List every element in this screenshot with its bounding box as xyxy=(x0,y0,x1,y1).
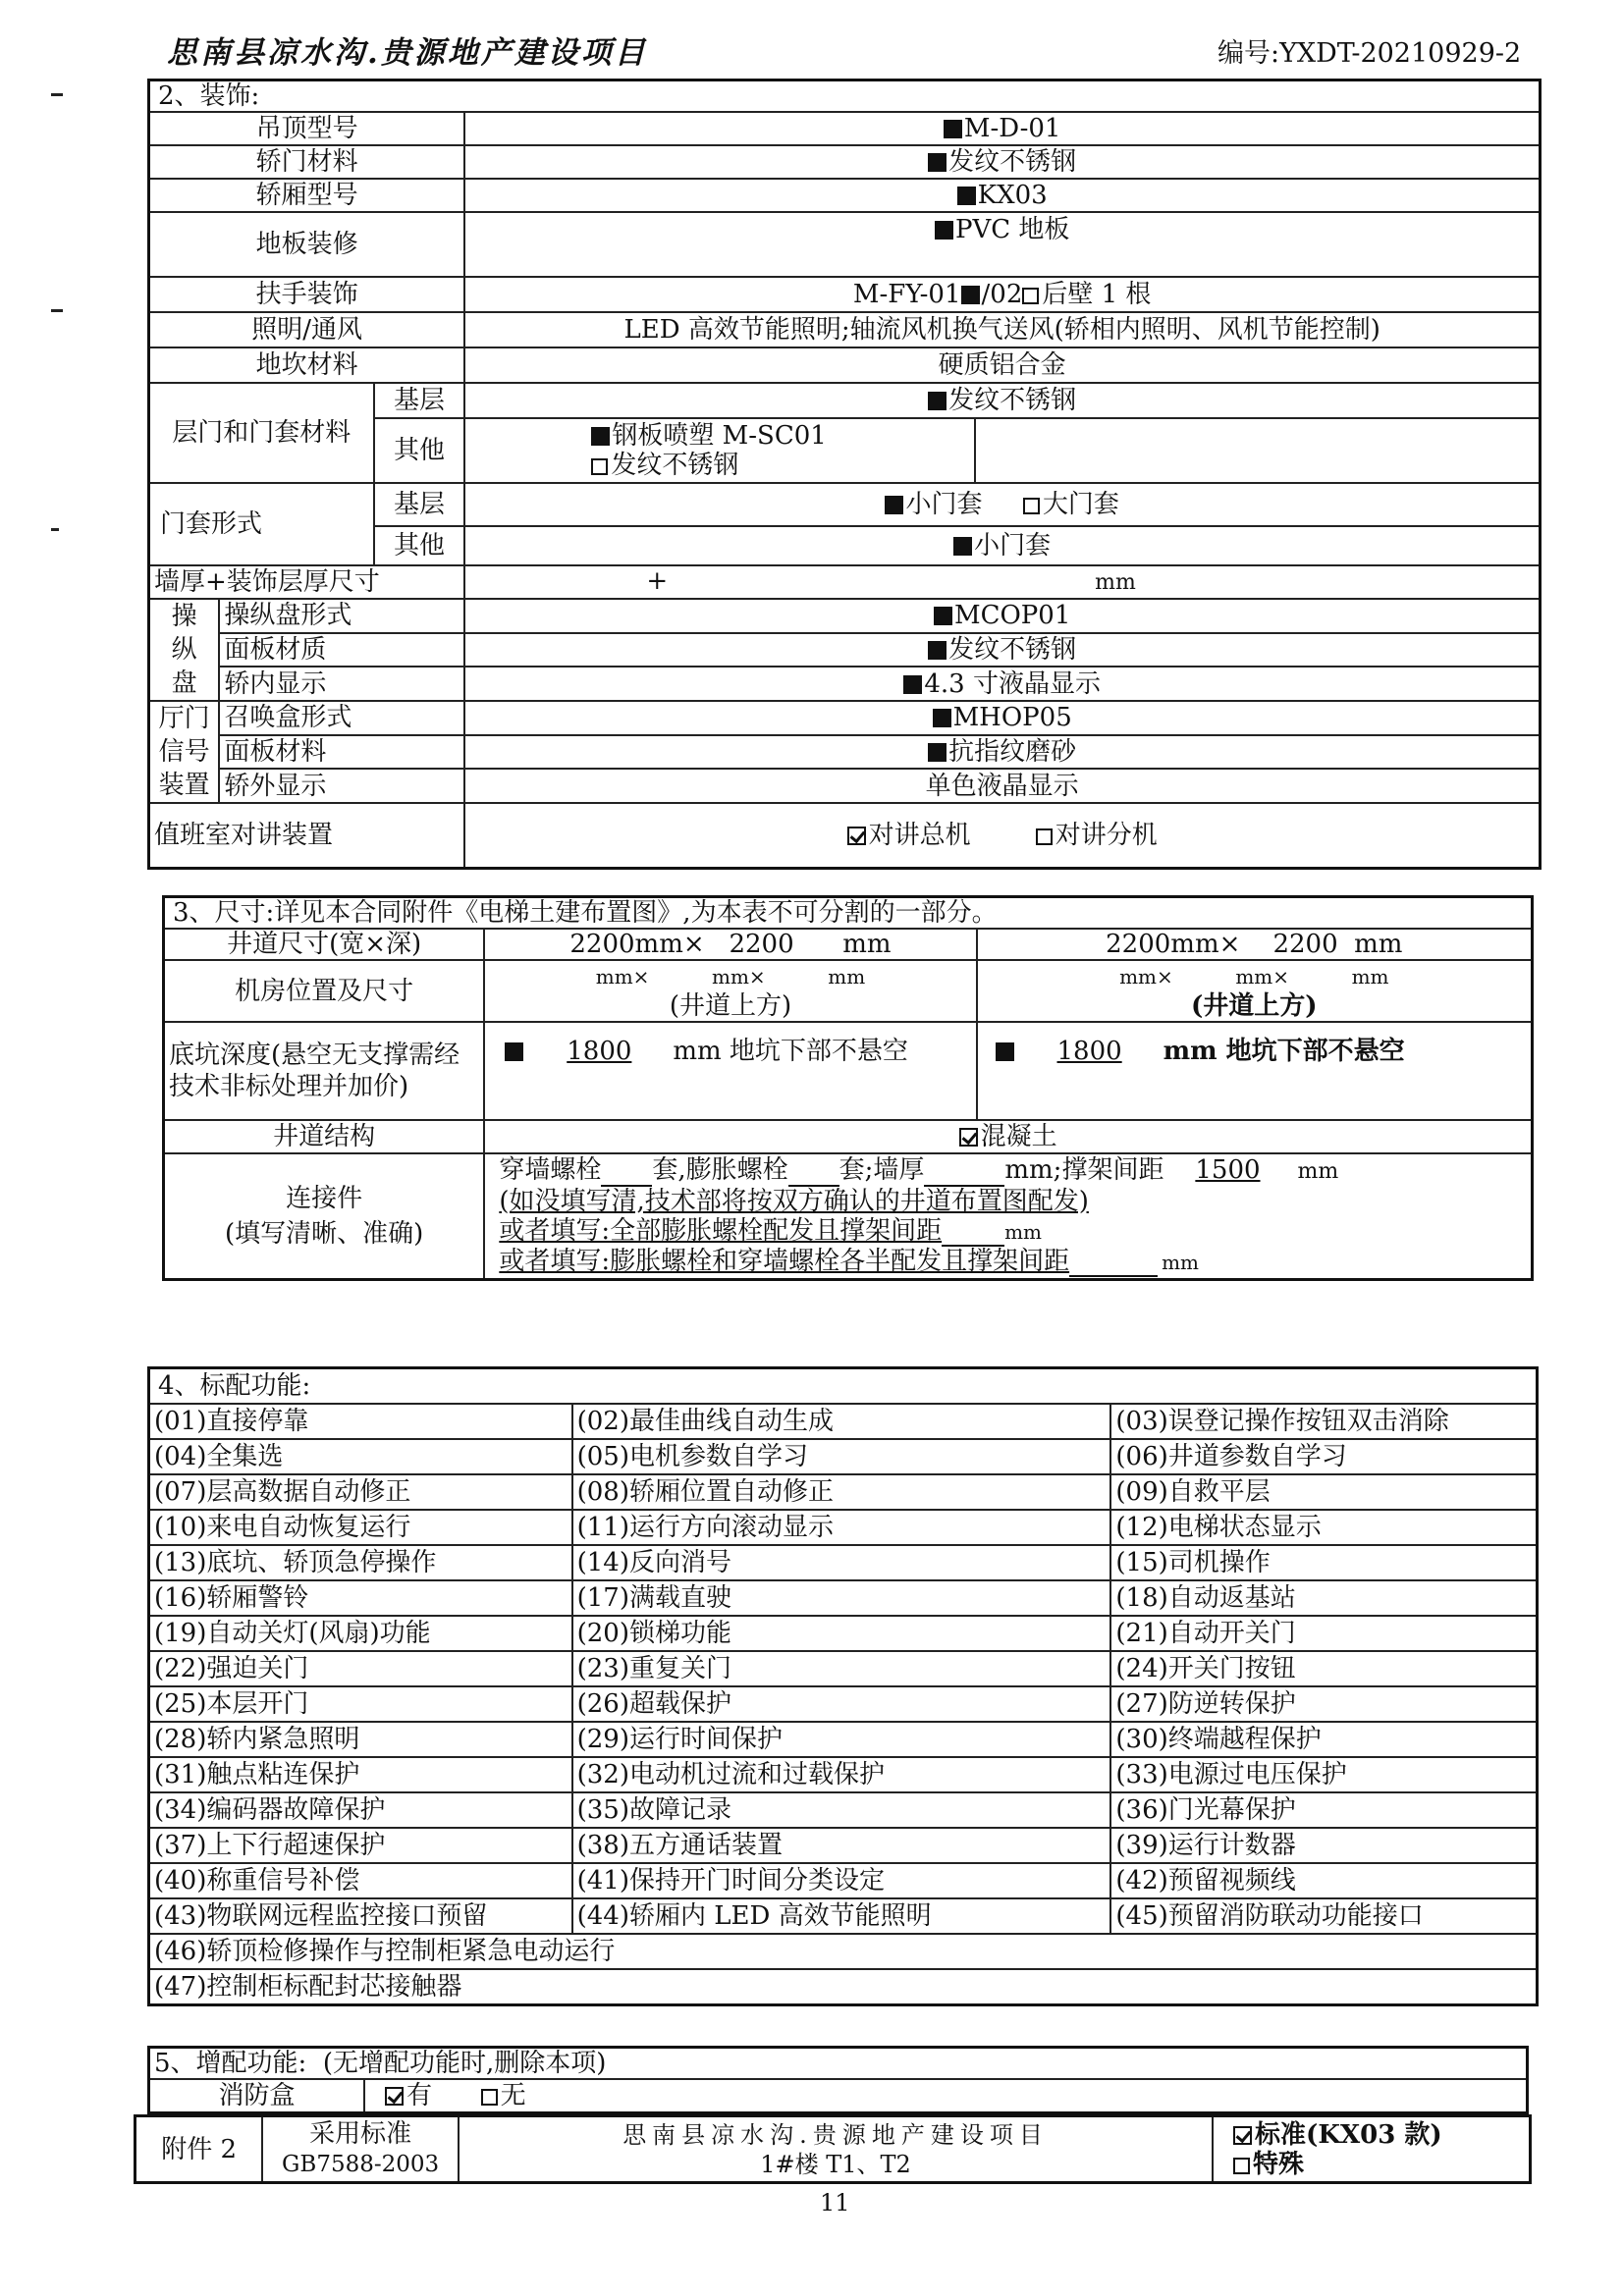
connector-label: 连接件 (填写清晰、准确) xyxy=(164,1153,485,1279)
function-item: (03)误登记操作按钮双击消除 xyxy=(1110,1404,1537,1439)
function-item: (13)底坑、轿顶急停操作 xyxy=(149,1545,572,1580)
filled-checkbox-icon xyxy=(591,427,610,446)
filled-checkbox-icon xyxy=(903,675,922,694)
frame-type-label: 门套形式 xyxy=(149,483,374,565)
function-row xyxy=(149,1510,1538,1545)
attachment-footer-table xyxy=(134,2114,1532,2184)
project-cell: 思南县凉水沟.贵源地产建设项目 1#楼 T1、T2 xyxy=(459,2116,1213,2183)
function-item: (07)层高数据自动修正 xyxy=(149,1474,572,1510)
empty-checkbox-icon xyxy=(591,458,608,475)
function-item: (35)故障记录 xyxy=(572,1792,1111,1828)
cop-display-value: 4.3 寸液晶显示 xyxy=(464,667,1540,701)
cop-display-label: 轿内显示 xyxy=(219,667,464,701)
function-item: (39)运行计数器 xyxy=(1110,1828,1537,1863)
floor-label: 地板装修 xyxy=(149,212,465,277)
function-item: (42)预留视频线 xyxy=(1110,1863,1537,1898)
function-row xyxy=(149,1863,1538,1898)
function-item: (27)防逆转保护 xyxy=(1110,1686,1537,1722)
hop-type-label: 召唤盒形式 xyxy=(219,701,464,735)
empty-checkbox-icon xyxy=(1036,828,1053,845)
document-title: 思南县凉水沟.贵源地产建设项目 xyxy=(167,35,648,71)
function-row xyxy=(149,1474,1538,1510)
document-code: 编号:YXDT-20210929-2 xyxy=(1217,38,1522,69)
ceiling-value: M-D-01 xyxy=(464,112,1540,145)
function-item: (01)直接停靠 xyxy=(149,1404,572,1439)
section-3-title: 3、尺寸:详见本合同附件《电梯土建布置图》,为本表不可分割的一部分。 xyxy=(164,897,1533,930)
cop-panel-value: 发纹不锈钢 xyxy=(464,633,1540,667)
section-5-title: 5、增配功能: (无增配功能时,删除本项) xyxy=(149,2048,1528,2080)
machine-room-b: mm× mm× mm (井道上方) xyxy=(977,960,1533,1022)
hop-type-value: MHOP05 xyxy=(464,701,1540,735)
function-item: (38)五方通话装置 xyxy=(572,1828,1111,1863)
machine-room-label: 机房位置及尺寸 xyxy=(164,960,485,1022)
other-label: 其他 xyxy=(374,418,465,483)
empty-checkbox-icon xyxy=(1023,498,1040,514)
margin-mark xyxy=(51,309,63,322)
filled-checkbox-icon xyxy=(944,120,962,138)
function-row xyxy=(149,1439,1538,1474)
function-item: (45)预留消防联动功能接口 xyxy=(1110,1898,1537,1934)
landing-base-value: 发纹不锈钢 xyxy=(464,383,1540,418)
function-item: (32)电动机过流和过载保护 xyxy=(572,1757,1111,1792)
function-row xyxy=(149,1757,1538,1792)
landing-door-label: 层门和门套材料 xyxy=(149,383,374,483)
function-item: (25)本层开门 xyxy=(149,1686,572,1722)
empty-checkbox-icon xyxy=(1233,2158,1250,2174)
function-row xyxy=(149,1898,1538,1934)
standard-functions-table xyxy=(147,1366,1539,2006)
function-item: (21)自动开关门 xyxy=(1110,1616,1537,1651)
function-item: (30)终端越程保护 xyxy=(1110,1722,1537,1757)
pit-depth-b: 1800 mm 地坑下部不悬空 xyxy=(977,1022,1533,1120)
function-row xyxy=(149,1969,1538,2005)
decoration-table xyxy=(147,79,1542,870)
function-row xyxy=(149,1545,1538,1580)
checked-checkbox-icon xyxy=(959,1128,978,1147)
margin-mark xyxy=(51,528,59,541)
base-label: 基层 xyxy=(374,483,465,526)
function-item: (04)全集选 xyxy=(149,1439,572,1474)
function-item: (31)触点粘连保护 xyxy=(149,1757,572,1792)
function-row xyxy=(149,1828,1538,1863)
other-label: 其他 xyxy=(374,526,465,565)
lighting-value: LED 高效节能照明;轴流风机换气送风(轿相内照明、风机节能控制) xyxy=(464,312,1540,347)
filled-checkbox-icon xyxy=(961,286,980,304)
function-item: (46)轿顶检修操作与控制柜紧急电动运行 xyxy=(149,1934,1538,1969)
filled-checkbox-icon xyxy=(996,1042,1014,1061)
frame-base-value: 小门套 大门套 xyxy=(464,483,1540,526)
function-item: (26)超载保护 xyxy=(572,1686,1111,1722)
intercom-value: 对讲总机 对讲分机 xyxy=(464,803,1540,868)
filled-checkbox-icon xyxy=(933,709,951,727)
checked-checkbox-icon xyxy=(1233,2126,1252,2145)
function-item: (11)运行方向滚动显示 xyxy=(572,1510,1111,1545)
standard-cell: 采用标准 GB7588-2003 xyxy=(262,2116,459,2183)
filled-checkbox-icon xyxy=(935,221,953,240)
function-item: (44)轿厢内 LED 高效节能照明 xyxy=(572,1898,1111,1934)
pit-depth-a: 1800 mm 地坑下部不悬空 xyxy=(484,1022,976,1120)
function-item: (37)上下行超速保护 xyxy=(149,1828,572,1863)
function-item: (17)满载直驶 xyxy=(572,1580,1111,1616)
function-item: (02)最佳曲线自动生成 xyxy=(572,1404,1111,1439)
function-item: (47)控制柜标配封芯接触器 xyxy=(149,1969,1538,2005)
checked-checkbox-icon xyxy=(847,827,866,845)
function-item: (09)自救平层 xyxy=(1110,1474,1537,1510)
section-4-title: 4、标配功能: xyxy=(149,1368,1538,1405)
connector-line-1: 穿墙螺栓 套,膨胀螺栓 套;墙厚 mm;撑架间距 1500 mm xyxy=(499,1154,1339,1185)
section-2-title: 2、装饰: xyxy=(149,80,1541,113)
ceiling-label: 吊顶型号 xyxy=(149,112,465,145)
handrail-value: M-FY-01 /02 后壁 1 根 xyxy=(464,277,1540,312)
function-row xyxy=(149,1404,1538,1439)
function-item: (15)司机操作 xyxy=(1110,1545,1537,1580)
floor-value: PVC 地板 xyxy=(464,212,1540,277)
function-row xyxy=(149,1580,1538,1616)
landing-other-value: 钢板喷塑 M-SC01 发纹不锈钢 xyxy=(464,418,974,483)
filled-checkbox-icon xyxy=(928,743,947,762)
connector-value xyxy=(484,1153,1532,1279)
function-item: (24)开关门按钮 xyxy=(1110,1651,1537,1686)
hop-display-label: 轿外显示 xyxy=(219,769,464,803)
filled-checkbox-icon xyxy=(505,1042,523,1061)
sill-label: 地坎材料 xyxy=(149,347,465,383)
checked-checkbox-icon xyxy=(385,2087,404,2106)
function-row xyxy=(149,1722,1538,1757)
function-item: (12)电梯状态显示 xyxy=(1110,1510,1537,1545)
connector-line-2: (如没填写清,技术部将按双方确认的井道布置图配发) xyxy=(499,1186,1089,1216)
shaft-size-b: 2200mm× 2200 mm xyxy=(977,929,1533,960)
hop-display-value: 单色液晶显示 xyxy=(464,769,1540,803)
attachment-label: 附件 2 xyxy=(135,2116,263,2183)
function-item: (08)轿厢位置自动修正 xyxy=(572,1474,1111,1510)
shaft-structure-value: 混凝土 xyxy=(484,1120,1532,1153)
frame-other-value: 小门套 xyxy=(464,526,1540,565)
function-row xyxy=(149,1686,1538,1722)
dimensions-table xyxy=(162,895,1534,1281)
empty-cell xyxy=(975,418,1541,483)
connector-line-4: 或者填写:膨胀螺栓和穿墙螺栓各半配发且撑架间距 mm xyxy=(499,1246,1200,1276)
connector-line-3: 或者填写:全部膨胀螺栓配发且撑架间距 mm xyxy=(499,1215,1043,1246)
filled-checkbox-icon xyxy=(928,153,947,172)
wall-thickness-value: + mm xyxy=(464,565,1540,599)
function-item: (16)轿厢警铃 xyxy=(149,1580,572,1616)
wall-thickness-label: 墙厚+装饰层厚尺寸 xyxy=(149,565,465,599)
function-item: (10)来电自动恢复运行 xyxy=(149,1510,572,1545)
additional-functions-table xyxy=(147,2046,1529,2114)
page-number: 11 xyxy=(820,2189,850,2216)
cop-group-label: 操 纵 盘 xyxy=(149,599,220,701)
filled-checkbox-icon xyxy=(928,392,947,410)
function-item: (36)门光幕保护 xyxy=(1110,1792,1537,1828)
filled-checkbox-icon xyxy=(934,607,952,625)
handrail-label: 扶手装饰 xyxy=(149,277,465,312)
function-item: (28)轿内紧急照明 xyxy=(149,1722,572,1757)
function-row xyxy=(149,1934,1538,1969)
cop-type-label: 操纵盘形式 xyxy=(219,599,464,633)
machine-room-a: mm× mm× mm (井道上方) xyxy=(484,960,976,1022)
function-row xyxy=(149,1792,1538,1828)
function-item: (23)重复关门 xyxy=(572,1651,1111,1686)
shaft-size-label: 井道尺寸(宽×深) xyxy=(164,929,485,960)
hop-panel-label: 面板材料 xyxy=(219,735,464,770)
function-item: (20)锁梯功能 xyxy=(572,1616,1111,1651)
hop-group-label: 厅门 信号 装置 xyxy=(149,701,220,803)
hop-panel-value: 抗指纹磨砂 xyxy=(464,735,1540,770)
function-item: (33)电源过电压保护 xyxy=(1110,1757,1537,1792)
filled-checkbox-icon xyxy=(928,641,947,660)
pit-depth-label: 底坑深度(悬空无支撑需经技术非标处理并加价) xyxy=(164,1022,485,1120)
option-cell: 标准(KX03 款) 特殊 xyxy=(1213,2116,1530,2183)
function-item: (19)自动关灯(风扇)功能 xyxy=(149,1616,572,1651)
margin-mark xyxy=(51,93,63,106)
car-door-value: 发纹不锈钢 xyxy=(464,145,1540,179)
cop-panel-label: 面板材质 xyxy=(219,633,464,667)
function-item: (14)反向消号 xyxy=(572,1545,1111,1580)
function-item: (40)称重信号补偿 xyxy=(149,1863,572,1898)
function-item: (05)电机参数自学习 xyxy=(572,1439,1111,1474)
intercom-label: 值班室对讲装置 xyxy=(149,803,465,868)
filled-checkbox-icon xyxy=(953,537,972,556)
function-row xyxy=(149,1616,1538,1651)
lighting-label: 照明/通风 xyxy=(149,312,465,347)
sill-value: 硬质铝合金 xyxy=(464,347,1540,383)
fire-box-value: 有 无 xyxy=(364,2079,1527,2112)
function-item: (34)编码器故障保护 xyxy=(149,1792,572,1828)
function-item: (29)运行时间保护 xyxy=(572,1722,1111,1757)
function-row xyxy=(149,1651,1538,1686)
function-item: (06)井道参数自学习 xyxy=(1110,1439,1537,1474)
empty-checkbox-icon xyxy=(481,2089,498,2106)
filled-checkbox-icon xyxy=(957,187,976,205)
empty-checkbox-icon xyxy=(1022,288,1039,304)
shaft-structure-label: 井道结构 xyxy=(164,1120,485,1153)
base-label: 基层 xyxy=(374,383,465,418)
function-item: (41)保持开门时间分类设定 xyxy=(572,1863,1111,1898)
shaft-size-a: 2200mm× 2200 mm xyxy=(484,929,976,960)
car-model-label: 轿厢型号 xyxy=(149,179,465,212)
filled-checkbox-icon xyxy=(885,496,903,514)
function-item: (22)强迫关门 xyxy=(149,1651,572,1686)
car-door-label: 轿门材料 xyxy=(149,145,465,179)
car-model-value: KX03 xyxy=(464,179,1540,212)
function-item: (43)物联网远程监控接口预留 xyxy=(149,1898,572,1934)
cop-type-value: MCOP01 xyxy=(464,599,1540,633)
fire-box-label: 消防盒 xyxy=(149,2079,365,2112)
function-item: (18)自动返基站 xyxy=(1110,1580,1537,1616)
